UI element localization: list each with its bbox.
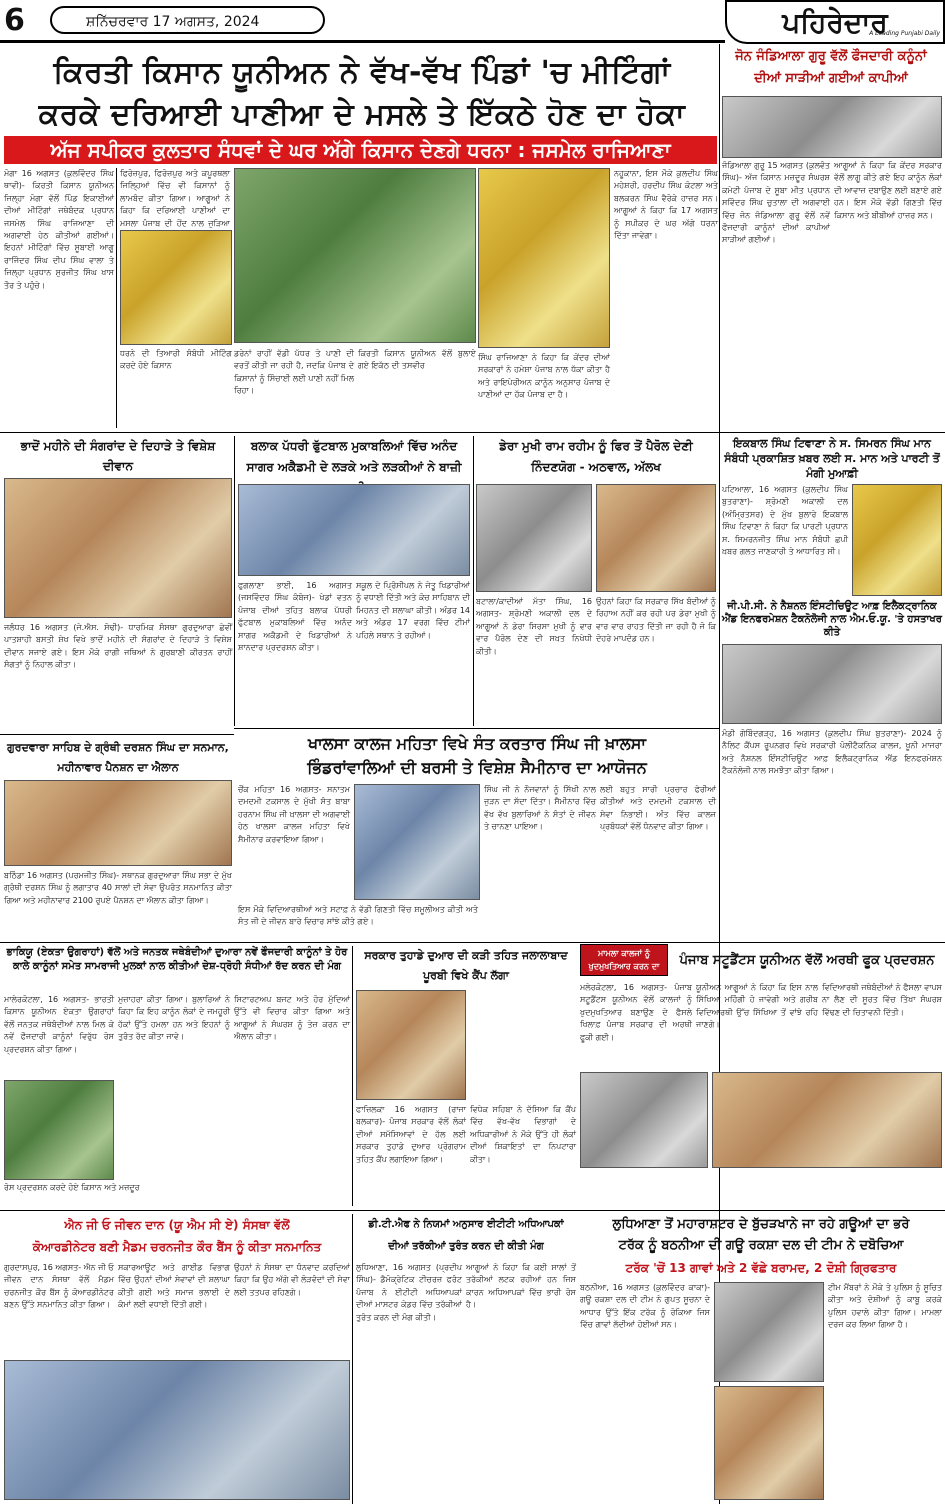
iqbal-headline: ਇਕਬਾਲ ਸਿੰਘ ਟਿਵਾਣਾ ਨੇ ਸ. ਸਿਮਰਨ ਸਿੰਘ ਮਾਨ ਸੰਬੰਧੀ ਪ੍ਰਕਾਸ਼ਿਤ ਖ਼ਬਰ ਲਈ ਸ. ਮਾਨ ਅਤੇ ਪਾਰਟੀ ਤੋਂ ਮੰਗੀ ਮੁਆਫ਼ੀ — [724, 437, 940, 480]
bhado-body: ਜਲੰਧਰ 16 ਅਗਸਤ (ਜੇ.ਐਸ. ਸੋਢੀ)- ਧਾਰਮਿਕ ਸੰਸਥਾ ਗੁਰਦੁਆਰਾ ਛੇਵੀਂ ਪਾਤਸ਼ਾਹੀ ਬਸਤੀ ਸ਼ੇਖ ਵਿਖੇ ਭਾਦੋਂ ਮਹੀਨੇ ਦੀ ਸੰਗਰਾਂਦ ਦੇ ਦਿਹਾੜੇ ਤੇ ਵਿਸ਼ੇਸ਼ ਦੀਵਾਨ ਸਜਾਏ ਗਏ। ਇਸ ਮੌਕੇ ਰਾਗੀ ਜਥਿਆਂ ਨੇ ਗੁਰਬਾਣੀ ਕੀਰਤਨ ਰਾਹੀਂ ਸੰਗਤਾਂ ਨੂੰ ਨਿਹਾਲ ਕੀਤਾ। — [4, 623, 232, 670]
bhado-photo — [4, 478, 232, 618]
ngo-col1: ਗੁਰਦਾਸਪੁਰ, 16 ਅਗਸਤ- ਐਨ ਜੀ ਓ ਜੀਵਨ ਦਾਨ ਸੰਸਥਾ ਵੱਲੋਂ ਮੈਡਮ ਚਰਨਜੀਤ ਕੌਰ ਬੈਂਸ ਨੂੰ ਕੋਆਰਡੀਨੇਟਰ ਬਣਨ ਉੱਤੇ ਸਨਮਾਨਿਤ ਕੀਤਾ ਗਿਆ। — [4, 1263, 114, 1310]
bku-col2: ਮੁਜ਼ਾਹਰਾ ਕੀਤਾ ਗਿਆ। ਬੁਲਾਰਿਆਂ ਨੇ ਕਿਹਾ ਕਿ ਇਹ ਕਾਨੂੰਨ ਲੋਕਾਂ ਦੇ ਜਮਹੂਰੀ ਹੱਕਾਂ ਉੱਤੇ ਹਮਲਾ ਹਨ ਅਤੇ ਇਹਨਾਂ ਨੂੰ ਤੁਰੰਤ ਰੱਦ ਕੀਤਾ ਜਾਵੇ। — [118, 995, 230, 1042]
issue-date: ਸ਼ਨਿੱਚਰਵਾਰ 17 ਅਗਸਤ, 2024 — [50, 6, 325, 34]
football-col2: ਸਕੂਲ ਦੇ ਪ੍ਰਿੰਸੀਪਲ ਨੇ ਜੇਤੂ ਖਿਡਾਰੀਆਂ ਨੂੰ ਵਧਾਈ ਦਿੱਤੀ ਅਤੇ ਕੋਚ ਸਾਹਿਬਾਨ ਦੀ ਮਿਹਨਤ ਦੀ ਸ਼ਲਾਘਾ ਕੀਤੀ। ਅੰਡਰ 14 ਅਤੇ ਅੰਡਰ 17 ਵਰਗ ਵਿੱਚ ਟੀਮਾਂ ਪਹਿਲੇ ਸਥਾਨ ਤੇ ਰਹੀਆਂ। — [356, 581, 470, 640]
dera-photo-2 — [596, 484, 716, 592]
khalsa-photo — [354, 784, 480, 900]
bku-headline: ਭਾਕਿਯੂ (ਏਕਤਾ ਉਗਰਾਹਾਂ) ਵੱਲੋਂ ਅਤੇ ਜਨਤਕ ਜਥੇਬੰਦੀਆਂ ਦੁਆਰਾ ਨਵੇਂ ਫੌਜਦਾਰੀ ਕਾਨੂੰਨਾਂ ਤੇ ਹੋਰ ਕਾਲੇ ਕਾਨੂੰਨਾਂ ਸਮੇਤ ਸਾਮਰਾਜੀ ਮੁਲਕਾਂ ਨਾਲ ਕੀਤੀਆਂ ਦੇਸ਼-ਧ੍ਰੋਹੀ ਸੰਧੀਆਂ ਰੱਦ ਕਰਨ ਦੀ ਮੰਗ — [6, 947, 348, 972]
khalsa-headline-line2: ਭਿੰਡਰਾਂਵਾਲਿਆਂ ਦੀ ਬਰਸੀ ਤੇ ਵਿਸ਼ੇਸ਼ ਸੈਮੀਨਾਰ ਦਾ ਆਯੋਜਨ — [307, 758, 647, 777]
bku-col1: ਮਾਲੇਰਕੋਟਲਾ, 16 ਅਗਸਤ- ਭਾਰਤੀ ਕਿਸਾਨ ਯੂਨੀਅਨ ਏਕਤਾ ਉਗਰਾਹਾਂ ਵੱਲੋਂ ਜਨਤਕ ਜਥੇਬੰਦੀਆਂ ਨਾਲ ਮਿਲ ਕੇ ਨਵੇਂ ਫੌਜਦਾਰੀ ਕਾਨੂੰਨਾਂ ਵਿਰੁੱਧ ਰੋਸ ਪ੍ਰਦਰਸ਼ਨ ਕੀਤਾ ਗਿਆ। — [4, 995, 114, 1054]
ngo-photo — [4, 1360, 350, 1500]
lead-photo-3 — [478, 168, 610, 348]
page-number: 6 — [4, 3, 25, 38]
bku-col3: ਸਿਟਾਰਟਅਪ ਬਜਟ ਅਤੇ ਹੋਰ ਮੁੱਦਿਆਂ ਉੱਤੇ ਵੀ ਵਿਚਾਰ ਕੀਤਾ ਗਿਆ ਅਤੇ ਆਗੂਆਂ ਨੇ ਸੰਘਰਸ਼ ਨੂੰ ਤੇਜ਼ ਕਰਨ ਦਾ ਐਲਾਨ ਕੀਤਾ। — [234, 995, 350, 1042]
khalsa-col3: ਸਿੰਘ ਜੀ ਨੇ ਨੌਜਵਾਨਾਂ ਨੂੰ ਸਿੱਖੀ ਨਾਲ ਜੁੜਨ ਦਾ ਸੱਦਾ ਦਿੱਤਾ। ਸੈਮੀਨਾਰ ਵਿੱਚ ਵੱਖ ਵੱਖ ਬੁਲਾਰਿਆਂ ਨੇ ਸੰਤਾਂ ਦੇ ਜੀਵਨ ਤੇ ਚਾਨਣਾ ਪਾਇਆ। — [484, 785, 596, 832]
col-divider — [116, 168, 117, 428]
lead-caption-1: ਧਰਨੇ ਦੀ ਤਿਆਰੀ ਸੰਬੰਧੀ ਮੀਟਿੰਗ ਕਰਦੇ ਹੋਏ ਕਿਸਾਨ — [120, 349, 232, 371]
pssu-headline: ਪੰਜਾਬ ਸਟੂਡੈਂਟਸ ਯੂਨੀਅਨ ਵੱਲੋਂ ਅਰਥੀ ਫੂਕ ਪ੍ਰਦਰਸ਼ਨ — [679, 953, 935, 968]
side-top-headline: ਜੋਨ ਜੰਡਿਆਲਾ ਗੁਰੂ ਵੱਲੋਂ ਫੌਜਦਾਰੀ ਕਨੂੰਨਾਂ ਦੀਆਂ ਸਾੜੀਆਂ ਗਈਆਂ ਕਾਪੀਆਂ — [735, 49, 927, 86]
pssu-red-label: ਮਾਮਲਾ ਕਾਲਜਾਂ ਨੂੰ ਖੁਦਮੁਖਤਿਆਰ ਕਰਨ ਦਾ — [580, 944, 668, 976]
cows-headline — [580, 1214, 942, 1256]
gurdwara-headline: ਗੁਰਦਵਾਰਾ ਸਾਹਿਬ ਦੇ ਗ੍ਰੰਥੀ ਦਰਸ਼ਨ ਸਿੰਘ ਦਾ ਸਨਮਾਨ, ਮਹੀਨਾਵਾਰ ਪੈਨਸ਼ਨ ਦਾ ਐਲਾਨ — [7, 741, 229, 774]
side-top-photo — [722, 96, 942, 158]
cows-headline-line1: ਲੁਧਿਆਣਾ ਤੋਂ ਮਹਾਰਾਸ਼ਟਰ ਦੇ ਬੁੱਚੜਖਾਨੇ ਜਾ ਰਹੇ ਗਊਆਂ ਦਾ ਭਰੇ — [612, 1217, 910, 1232]
bhado-headline: ਭਾਦੋਂ ਮਹੀਨੇ ਦੀ ਸੰਗਰਾਂਦ ਦੇ ਦਿਹਾੜੇ ਤੇ ਵਿਸ਼ੇਸ਼ ਦੀਵਾਨ — [20, 439, 216, 473]
col-divider — [234, 436, 235, 726]
side-top-col1: ਜੰਡਿਆਲਾ ਗੁਰੂ 15 ਅਗਸਤ (ਕੁਲਵੰਤ ਸਿੰਘ)- ਅੱਜ ਕਿਸਾਨ ਮਜ਼ਦੂਰ ਸੰਘਰਸ਼ ਕਮੇਟੀ ਪੰਜਾਬ ਦੇ ਸੂਬਾ ਮੀਤ ਪ੍ਰਧਾਨ ਸਵਿੰਦਰ ਸਿੰਘ ਚੁਤਾਲਾ ਦੀ ਅਗਵਾਈ ਵਿੱਚ ਜੋਨ ਜੰਡਿਆਲਾ ਗੁਰੂ ਵੱਲੋਂ ਨਵੇਂ ਫੌਜਦਾਰੀ ਕਾਨੂੰਨਾਂ ਦੀਆਂ ਕਾਪੀਆਂ ਸਾੜੀਆਂ ਗਈਆਂ। — [722, 161, 830, 245]
dera-headline: ਡੇਰਾ ਮੁਖੀ ਰਾਮ ਰਹੀਮ ਨੂੰ ਫਿਰ ਤੋਂ ਪੈਰੋਲ ਦੇਣੀ ਨਿੰਦਣਯੋਗ - ਅਠਵਾਲ, ਅੱਲਖ — [499, 439, 693, 474]
lead-photo-1 — [120, 230, 232, 345]
masthead-tagline: A Leading Punjabi Daily — [869, 30, 940, 37]
iqbal-body: ਪਟਿਆਲਾ, 16 ਅਗਸਤ (ਕੁਲਦੀਪ ਸਿੰਘ ਬੁਤਰਾਣਾ)- ਸ਼੍ਰੋਮਣੀ ਅਕਾਲੀ ਦਲ (ਅੰਮ੍ਰਿਤਸਰ) ਦੇ ਮੁੱਖ ਬੁਲਾਰੇ ਇਕਬਾਲ ਸਿੰਘ ਟਿਵਾਣਾ ਨੇ ਕਿਹਾ ਕਿ ਪਾਰਟੀ ਪ੍ਰਧਾਨ ਸ. ਸਿਮਰਨਜੀਤ ਸਿੰਘ ਮਾਨ ਸੰਬੰਧੀ ਛਪੀ ਖ਼ਬਰ ਗਲਤ ਜਾਣਕਾਰੀ ਤੇ ਆਧਾਰਿਤ ਸੀ। — [722, 485, 848, 557]
camp-col1: ਫਾਜ਼ਿਲਕਾ 16 ਅਗਸਤ (ਰਾਜਾ ਬਲਕਾਰ)- ਪੰਜਾਬ ਸਰਕਾਰ ਵੱਲੋਂ ਲੋਕਾਂ ਦੀਆਂ ਸਮੱਸਿਆਵਾਂ ਦੇ ਹੱਲ ਲਈ ਸਰਕਾਰ ਤੁਹਾਡੇ ਦੁਆਰ ਪ੍ਰੋਗਰਾਮ ਤਹਿਤ ਕੈਂਪ ਲਗਾਇਆ ਗਿਆ। — [356, 1105, 466, 1164]
dera-col2: ਉਹਨਾਂ ਕਿਹਾ ਕਿ ਸਰਕਾਰ ਸਿੱਖ ਬੰਦੀਆਂ ਨੂੰ ਰਿਹਾਅ ਨਹੀਂ ਕਰ ਰਹੀ ਪਰ ਡੇਰਾ ਮੁਖੀ ਨੂੰ ਵਾਰ ਵਾਰ ਰਾਹਤ ਦਿੱਤੀ ਜਾ ਰਹੀ ਹੈ ਜੋ ਕਿ ਦੋਹਰੇ ਮਾਪਦੰਡ ਹਨ। — [596, 597, 716, 644]
khalsa-col1: ਚੌਂਕ ਮਹਿਤਾ 16 ਅਗਸਤ- ਸਨਾਤਮ ਦਮਦਮੀ ਟਕਸਾਲ ਦੇ ਮੁੱਖੀ ਸੰਤ ਬਾਬਾ ਹਰਨਾਮ ਸਿੰਘ ਜੀ ਖ਼ਾਲਸਾ ਦੀ ਅਗਵਾਈ ਹੇਠ ਖਾਲਸਾ ਕਾਲਜ ਮਹਿਤਾ ਵਿਖੇ ਸੈਮੀਨਾਰ ਕਰਵਾਇਆ ਗਿਆ। — [238, 785, 350, 844]
col-divider — [352, 946, 353, 1206]
side-top-col2: ਆਗੂਆਂ ਨੇ ਕਿਹਾ ਕਿ ਕੇਂਦਰ ਸਰਕਾਰ ਵੱਲੋਂ ਲਾਗੂ ਕੀਤੇ ਗਏ ਇਹ ਕਾਨੂੰਨ ਲੋਕਾਂ ਦੀ ਆਵਾਜ਼ ਦਬਾਉਣ ਲਈ ਬਣਾਏ ਗਏ ਹਨ। ਇਸ ਮੌਕੇ ਵੱਡੀ ਗਿਣਤੀ ਵਿੱਚ ਕਿਸਾਨ ਅਤੇ ਬੀਬੀਆਂ ਹਾਜ਼ਰ ਸਨ। — [834, 161, 942, 220]
masthead-logo: ਪਹਿਰੇਦਾਰ — [725, 0, 945, 44]
dto-col1: ਲੁਧਿਆਣਾ, 16 ਅਗਸਤ (ਪ੍ਰਦੀਪ ਸਿੰਘ)- ਡੈਮੋਕ੍ਰੇਟਿਕ ਟੀਚਰਜ਼ ਫਰੰਟ ਪੰਜਾਬ ਨੇ ਈਟੀਟੀ ਅਧਿਆਪਕਾਂ ਦੀਆਂ ਮਾਸਟਰ ਕੇਡਰ ਵਿੱਚ ਤਰੱਕੀਆਂ ਤੁਰੰਤ ਕਰਨ ਦੀ ਮੰਗ ਕੀਤੀ। — [356, 1263, 462, 1322]
lead-headline-line2: ਕਰਕੇ ਦਰਿਆਈ ਪਾਣੀਆ ਦੇ ਮਸਲੇ ਤੇ ਇੱਕਠੇ ਹੋਣ ਦਾ ਹੋਕਾ — [38, 97, 686, 132]
col-divider — [473, 436, 474, 726]
bku-caption: ਰੋਸ ਪ੍ਰਦਰਸ਼ਨ ਕਰਦੇ ਹੋਏ ਕਿਸਾਨ ਅਤੇ ਮਜ਼ਦੂਰ — [4, 1183, 140, 1192]
lead-col1: ਮੋਗਾ 16 ਅਗਸਤ (ਕੁਲਵਿੰਦਰ ਸਿੰਘ ਥਾਵੀ)- ਕਿਰਤੀ ਕਿਸਾਨ ਯੂਨੀਅਨ ਜਿਲ੍ਹਾ ਮੋਗਾ ਵੱਲੋਂ ਪਿੰਡ ਇਕਾਈਆਂ ਦੀਆਂ ਮੀਟਿੰਗਾਂ ਜਥੇਬੰਦਕ ਪ੍ਰਧਾਨ ਜਸਮੇਲ ਸਿੰਘ ਰਾਜਿਆਣਾ ਦੀ ਅਗਵਾਈ ਹੇਠ ਕੀਤੀਆਂ ਗਈਆਂ। ਇਹਨਾਂ ਮੀਟਿੰਗਾਂ ਵਿੱਚ ਸੂਬਾਈ ਆਗੂ ਰਾਜਿੰਦਰ ਸਿੰਘ ਦੀਪ ਸਿੰਘ ਵਾਲਾ ਤੇ ਜਿਲ੍ਹਾ ਪ੍ਰਧਾਨ ਸੁਰਜੀਤ ਸਿੰਘ ਖਾਸ ਤੌਰ ਤੇ ਪਹੁੰਚੇ। — [4, 169, 114, 290]
lead-col2: ਫਿਰੋਜ਼ਪੁਰ, ਫਿਰੋਜ਼ਪੁਰ ਅਤੇ ਕਪੂਰਥਲਾ ਜਿਲ੍ਹਿਆਂ ਵਿੱਚ ਵੀ ਕਿਸਾਨਾਂ ਨੂੰ ਲਾਮਬੰਦ ਕੀਤਾ ਗਿਆ। ਆਗੂਆਂ ਨੇ ਕਿਹਾ ਕਿ ਦਰਿਆਈ ਪਾਣੀਆਂ ਦਾ ਮਸਲਾ ਪੰਜਾਬ ਦੀ ਹੋਂਦ ਨਾਲ ਜੁੜਿਆ — [120, 169, 230, 228]
cows-headline-line2: ਟਰੱਕ ਨੂੰ ਬਠਨੀਆ ਦੀ ਗਊ ਰਕਸ਼ਾ ਦਲ ਦੀ ਟੀਮ ਨੇ ਦਬੋਚਿਆ — [618, 1238, 904, 1253]
gurdwara-body: ਬਠਿੰਡਾ 16 ਅਗਸਤ (ਪਰਮਜੀਤ ਸਿੰਘ)- ਸਥਾਨਕ ਗੁਰਦੁਆਰਾ ਸਿੰਘ ਸਭਾ ਦੇ ਮੁੱਖ ਗ੍ਰੰਥੀ ਦਰਸ਼ਨ ਸਿੰਘ ਨੂੰ ਲਗਾਤਾਰ 40 ਸਾਲਾਂ ਦੀ ਸੇਵਾ ਉਪਰੰਤ ਸਨਮਾਨਿਤ ਕੀਤਾ ਗਿਆ ਅਤੇ ਮਹੀਨਾਵਾਰ 2100 ਰੁਪਏ ਪੈਨਸ਼ਨ ਦਾ ਐਲਾਨ ਕੀਤਾ ਗਿਆ। — [4, 871, 232, 905]
col-divider — [352, 1214, 353, 1504]
ngo-headline-line1: ਐਨ ਜੀ ਓ ਜੀਵਨ ਦਾਨ (ਯੂ ਐਮ ਸੀ ਏ) ਸੰਸਥਾ ਵੱਲੋਂ — [64, 1218, 290, 1232]
dto-headline-line2: ਦੀਆਂ ਤਰੱਕੀਆਂ ਤੁਰੰਤ ਕਰਨ ਦੀ ਕੀਤੀ ਮੰਗ — [388, 1241, 544, 1252]
ngo-headline — [4, 1214, 350, 1258]
lead-headline-line1: ਕਿਰਤੀ ਕਿਸਾਨ ਯੂਨੀਅਨ ਨੇ ਵੱਖ-ਵੱਖ ਪਿੰਡਾਂ 'ਚ ਮੀਟਿੰਗਾਂ — [53, 55, 671, 90]
section-rule — [234, 728, 719, 729]
cows-subheadline: ਟਰੱਕ 'ਚੋਂ 13 ਗਾਵਾਂ ਅਤੇ 2 ਵੱਛੇ ਬਰਾਮਦ, 2 ਦੋਸ਼ੀ ਗ੍ਰਿਫਤਾਰ — [625, 1261, 897, 1275]
lead-col4: ਸਿੰਘ ਰਾਜਿਆਣਾ ਨੇ ਕਿਹਾ ਕਿ ਕੇਂਦਰ ਦੀਆਂ ਸਰਕਾਰਾਂ ਨੇ ਹਮੇਸ਼ਾ ਪੰਜਾਬ ਨਾਲ ਧੱਕਾ ਕੀਤਾ ਹੈ ਅਤੇ ਰਾਇਪੇਰੀਅਨ ਕਾਨੂੰਨ ਅਨੁਸਾਰ ਪੰਜਾਬ ਦੇ ਪਾਣੀਆਂ ਦਾ ਹੱਕ ਪੰਜਾਬ ਦਾ ਹੈ। — [478, 353, 610, 400]
camp-headline: ਸਰਕਾਰ ਤੁਹਾਡੇ ਦੁਆਰ ਦੀ ਕੜੀ ਤਹਿਤ ਜਲਾਲਾਬਾਦ ਪੂਰਬੀ ਵਿਖੇ ਕੈਂਪ ਲੱਗਾ — [364, 949, 568, 982]
ngo-headline-line2: ਕੋਆਰਡੀਨੇਟਰ ਬਣੀ ਮੈਡਮ ਚਰਨਜੀਤ ਕੌਰ ਬੈਂਸ ਨੂੰ ਕੀਤਾ ਸਨਮਾਨਿਤ — [32, 1240, 322, 1254]
bku-photo — [4, 1080, 114, 1180]
camp-col2: ਵਿਧੇਕ ਸਹਿਬਾ ਨੇ ਦੱਸਿਆ ਕਿ ਕੈਂਪ ਵਿੱਚ ਵੱਖ-ਵੱਖ ਵਿਭਾਗਾਂ ਦੇ ਅਧਿਕਾਰੀਆਂ ਨੇ ਮੌਕੇ ਉੱਤੇ ਹੀ ਲੋਕਾਂ ਦੀਆਂ ਸ਼ਿਕਾਇਤਾਂ ਦਾ ਨਿਪਟਾਰਾ ਕੀਤਾ। — [470, 1105, 576, 1164]
lead-headline — [6, 52, 718, 136]
pssu-col3: ਵਿਦਿਆਰਥੀ ਜਥੇਬੰਦੀਆਂ ਨੇ ਫੈਸਲਾ ਵਾਪਸ ਨਾ ਲੈਣ ਦੀ ਸੂਰਤ ਵਿੱਚ ਤਿੱਖਾ ਸੰਘਰਸ਼ ਵਿੱਢਣ ਦੀ ਚਿਤਾਵਨੀ ਦਿੱਤੀ। — [822, 983, 942, 1017]
pssu-col1: ਮਲੇਰਕੋਟਲਾ, 16 ਅਗਸਤ- ਪੰਜਾਬ ਸਟੂਡੈਂਟਸ ਯੂਨੀਅਨ ਵੱਲੋਂ ਕਾਲਜਾਂ ਨੂੰ ਖੁਦਮੁਖਤਿਆਰ ਬਣਾਉਣ ਦੇ ਫੈਸਲੇ ਖਿਲਾਫ਼ ਪੰਜਾਬ ਸਰਕਾਰ ਦੀ ਅਰਥੀ ਫੂਕੀ ਗਈ। — [580, 983, 692, 1042]
ngo-col3: ਉਹਨਾਂ ਨੇ ਸੰਸਥਾ ਦਾ ਧੰਨਵਾਦ ਕਰਦਿਆਂ ਕਿਹਾ ਕਿ ਉਹ ਅੱਗੇ ਵੀ ਲੋੜਵੰਦਾਂ ਦੀ ਸੇਵਾ ਲਈ ਤਤਪਰ ਰਹਿਣਗੇ। — [234, 1263, 350, 1297]
pssu-col2: ਯੂਨੀਅਨ ਆਗੂਆਂ ਨੇ ਕਿਹਾ ਕਿ ਇਸ ਨਾਲ ਸਿੱਖਿਆ ਮਹਿੰਗੀ ਹੋ ਜਾਵੇਗੀ ਅਤੇ ਗਰੀਬ ਵਿਦਿਆਰਥੀ ਉੱਚ ਸਿੱਖਿਆ ਤੋਂ ਵਾਂਝੇ ਰਹਿ ਜਾਣਗੇ। — [696, 983, 818, 1030]
cows-col2: ਟੀਮ ਮੈਂਬਰਾਂ ਨੇ ਮੌਕੇ ਤੇ ਪੁਲਿਸ ਨੂੰ ਸੂਚਿਤ ਕੀਤਾ ਅਤੇ ਦੋਸ਼ੀਆਂ ਨੂੰ ਕਾਬੂ ਕਰਕੇ ਪੁਲਿਸ ਹਵਾਲੇ ਕੀਤਾ ਗਿਆ। ਮਾਮਲਾ ਦਰਜ ਕਰ ਲਿਆ ਗਿਆ ਹੈ। — [828, 1283, 942, 1330]
mou-headline: ਜੀ.ਪੀ.ਸੀ. ਨੇ ਨੈਸ਼ਨਲ ਇੰਸਟੀਚਿਊਟ ਆਫ਼ ਇਲੈਕਟ੍ਰਾਨਿਕ ਐਂਡ ਇਨਫਰਮੇਸ਼ਨ ਟੈਕਨੋਲੋਜੀ ਨਾਲ ਐਮ.ਓ.ਯੂ. 'ਤੇ ਹਸਤਾਖਰ ਕੀਤੇ — [722, 601, 942, 638]
lead-col5: ਨਹੂਕਾਨਾ, ਇਸ ਮੌਕੇ ਕੁਲਦੀਪ ਸਿੰਘ ਮਹੇਸ਼ਰੀ, ਹਰਦੀਪ ਸਿੰਘ ਕੋਟਲਾ ਅਤੇ ਬਲਕਰਨ ਸਿੰਘ ਵੈਰੋਕੇ ਹਾਜ਼ਰ ਸਨ। ਆਗੂਆਂ ਨੇ ਕਿਹਾ ਕਿ 17 ਅਗਸਤ ਨੂੰ ਸਪੀਕਰ ਦੇ ਘਰ ਅੱਗੇ ਧਰਨਾ ਦਿੱਤਾ ਜਾਵੇਗਾ। — [614, 169, 718, 241]
section-rule — [0, 734, 234, 735]
section-rule — [0, 432, 945, 433]
khalsa-headline — [238, 732, 716, 780]
lead-photo-2 — [234, 168, 476, 343]
khalsa-col4: ਲਈ ਬਹੁਤ ਸਾਰੀ ਪ੍ਰਚਾਰ ਫੇਰੀਆਂ ਕੀਤੀਆਂ ਅਤੇ ਦਮਦਮੀ ਟਕਸਾਲ ਦੀ ਸੇਵਾ ਨਿਭਾਈ। ਅੰਤ ਵਿੱਚ ਕਾਲਜ ਪ੍ਰਬੰਧਕਾਂ ਵੱਲੋਂ ਧੰਨਵਾਦ ਕੀਤਾ ਗਿਆ। — [600, 785, 716, 832]
pssu-photo-2 — [712, 1072, 942, 1168]
mou-body: ਮੰਡੀ ਗੋਬਿੰਦਗੜ੍ਹ, 16 ਅਗਸਤ (ਕੁਲਦੀਪ ਸਿੰਘ ਬੁਤਰਾਣਾ)- 2024 ਨੂੰ ਨੈਲਿਟ ਕੈਂਪਸ ਰੂਪਨਗਰ ਵਿਖੇ ਸਰਕਾਰੀ ਪੋਲੀਟੈਕਨਿਕ ਕਾਲਜ, ਖੂਨੀ ਮਾਜਰਾ ਅਤੇ ਨੈਸ਼ਨਲ ਇੰਸਟੀਚਿਊਟ ਆਫ਼ ਇਲੈਕਟ੍ਰਾਨਿਕ ਐਂਡ ਇਨਫਰਮੇਸ਼ਨ ਟੈਕਨੋਲੋਜੀ ਨਾਲ ਸਮਝੌਤਾ ਕੀਤਾ ਗਿਆ। — [722, 729, 942, 776]
cows-photo-2 — [714, 1386, 824, 1500]
cows-col1: ਬਠਨੀਆ, 16 ਅਗਸਤ (ਕੁਲਵਿੰਦਰ ਕਾਕਾ)- ਗਊ ਰਕਸ਼ਾ ਦਲ ਦੀ ਟੀਮ ਨੇ ਗੁਪਤ ਸੂਚਨਾ ਦੇ ਆਧਾਰ ਉੱਤੇ ਇੱਕ ਟਰੱਕ ਨੂੰ ਰੋਕਿਆ ਜਿਸ ਵਿੱਚ ਗਾਵਾਂ ਲੱਦੀਆਂ ਹੋਈਆਂ ਸਨ। — [580, 1283, 710, 1330]
football-col1: ਫੁਗਲਾਣਾ ਭਾਈ, 16 ਅਗਸਤ (ਜਸਵਿੰਦਰ ਸਿੰਘ ਕੰਬੋਜ)- ਖੇਡਾਂ ਵਤਨ ਪੰਜਾਬ ਦੀਆਂ ਤਹਿਤ ਬਲਾਕ ਪੱਧਰੀ ਫੁੱਟਬਾਲ ਮੁਕਾਬਲਿਆਂ ਵਿੱਚ ਅਨੰਦ ਸਾਗਰ ਅਕੈਡਮੀ ਦੇ ਖਿਡਾਰੀਆਂ ਨੇ ਸ਼ਾਨਦਾਰ ਪ੍ਰਦਰਸ਼ਨ ਕੀਤਾ। — [238, 581, 352, 653]
pssu-photo-1 — [580, 1072, 708, 1168]
lead-banner: ਅੱਜ ਸਪੀਕਰ ਕੁਲਤਾਰ ਸੰਧਵਾਂ ਦੇ ਘਰ ਅੱਗੇ ਕਿਸਾਨ ਦੇਣਗੇ ਧਰਨਾ : ਜਸਮੇਲ ਰਾਜਿਆਣਾ — [4, 136, 717, 164]
lead-caption-2: ਕਿਰਤੀ ਕਿਸਾਨ ਯੂਨੀਅਨ ਵੱਲੋਂ ਬੁਲਾਏ ਗਏ ਇਕੱਠ ਦੀ ਤਸਵੀਰ — [358, 349, 476, 371]
dera-col1: ਬਟਾਲਾ/ਕਾਦੀਆਂ ਮੱਤਾ ਸਿੰਘ, 16 ਅਗਸਤ- ਸ਼੍ਰੋਮਣੀ ਅਕਾਲੀ ਦਲ ਦੇ ਆਗੂਆਂ ਨੇ ਡੇਰਾ ਸਿਰਸਾ ਮੁਖੀ ਨੂੰ ਵਾਰ ਵਾਰ ਪੈਰੋਲ ਦੇਣ ਦੀ ਸਖ਼ਤ ਨਿਖੇਧੀ ਕੀਤੀ। — [476, 597, 592, 656]
dto-headline-line1: ਡੀ.ਟੀ.ਐਫ ਨੇ ਨਿਯਮਾਂ ਅਨੁਸਾਰ ਈਟੀਟੀ ਅਧਿਆਪਕਾਂ — [368, 1219, 564, 1230]
camp-photo — [356, 990, 466, 1100]
iqbal-photo — [852, 484, 942, 596]
khalsa-col2: ਇਸ ਮੌਕੇ ਵਿਦਿਆਰਥੀਆਂ ਅਤੇ ਸਟਾਫ਼ ਨੇ ਵੱਡੀ ਗਿਣਤੀ ਵਿੱਚ ਸ਼ਮੂਲੀਅਤ ਕੀਤੀ ਅਤੇ ਸੰਤ ਜੀ ਦੇ ਜੀਵਨ ਬਾਰੇ ਵਿਚਾਰ ਸਾਂਝੇ ਕੀਤੇ ਗਏ। — [238, 905, 478, 927]
gurdwara-photo — [4, 780, 232, 866]
header-rule — [0, 40, 725, 43]
dera-photo-1 — [476, 484, 592, 592]
cows-photo — [714, 1282, 824, 1382]
section-rule — [0, 1210, 945, 1211]
mou-photo — [722, 644, 942, 724]
dto-col2: ਆਗੂਆਂ ਨੇ ਕਿਹਾ ਕਿ ਕਈ ਸਾਲਾਂ ਤੋਂ ਤਰੱਕੀਆਂ ਲਟਕ ਰਹੀਆਂ ਹਨ ਜਿਸ ਕਾਰਨ ਅਧਿਆਪਕਾਂ ਵਿੱਚ ਭਾਰੀ ਰੋਸ ਹੈ। — [466, 1263, 576, 1310]
dto-headline — [356, 1214, 576, 1258]
khalsa-headline-line1: ਖਾਲਸਾ ਕਾਲਜ ਮਹਿਤਾ ਵਿਖੇ ਸੰਤ ਕਰਤਾਰ ਸਿੰਘ ਜੀ ਖ਼ਾਲਸਾ — [308, 734, 646, 753]
ngo-col2: ਸਕਾਰਆਊਟ ਅਤੇ ਗਾਈਡ ਵਿਭਾਗ ਵਿੱਚ ਉਹਨਾਂ ਦੀਆਂ ਸੇਵਾਵਾਂ ਦੀ ਸ਼ਲਾਘਾ ਕੀਤੀ ਗਈ ਅਤੇ ਸਮਾਜ ਭਲਾਈ ਦੇ ਕੰਮਾਂ ਲਈ ਵਧਾਈ ਦਿੱਤੀ ਗਈ। — [118, 1263, 230, 1310]
football-photo — [238, 484, 470, 576]
football-headline: ਬਲਾਕ ਪੱਧਰੀ ਫੁੱਟਬਾਲ ਮੁਕਾਬਲਿਆਂ ਵਿੱਚ ਅਨੰਦ ਸਾਗਰ ਅਕੈਡਮੀ ਦੇ ਲੜਕੇ ਅਤੇ ਲੜਕੀਆਂ ਨੇ ਬਾਜ਼ੀ — [246, 439, 462, 474]
section-rule — [0, 942, 945, 943]
lead-col3: ਡਰੇਨਾਂ ਰਾਹੀਂ ਵੱਡੀ ਪੱਧਰ ਤੇ ਪਾਣੀ ਦੀ ਵਰਤੋਂ ਕੀਤੀ ਜਾ ਰਹੀ ਹੈ, ਜਦਕਿ ਪੰਜਾਬ ਦੇ ਕਿਸਾਨਾਂ ਨੂੰ ਸਿੰਚਾਈ ਲਈ ਪਾਣੀ ਨਹੀਂ ਮਿਲ ਰਿਹਾ। — [234, 349, 354, 396]
